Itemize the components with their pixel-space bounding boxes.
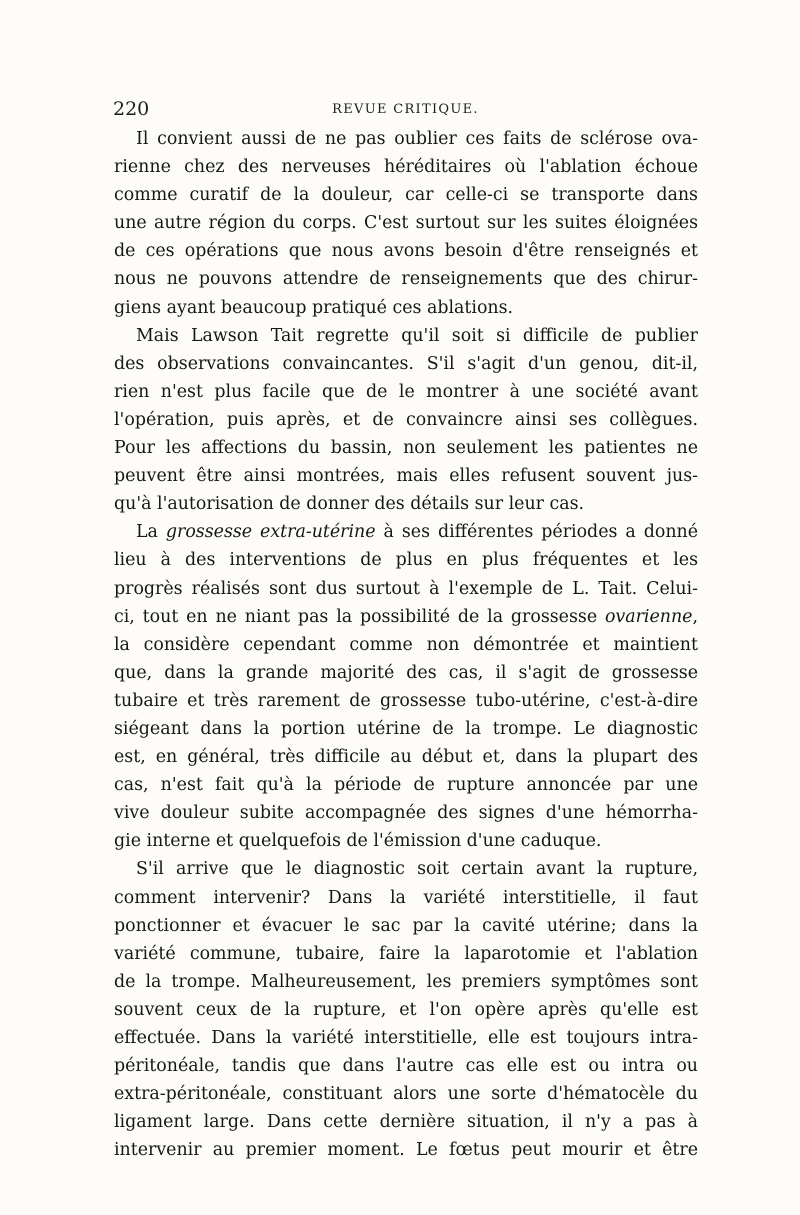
paragraph-2 (114, 322, 698, 519)
italic-term: grossesse extra-utérine (165, 522, 376, 543)
text-line: tubaire et très rarement de grossesse tubo-utérine, c'est-à-dire (114, 690, 698, 711)
text-line: rienne chez des nerveuses héréditaires où l'ablation échoue (114, 157, 698, 178)
text-run: La (136, 522, 166, 543)
text-line: extra-péritonéale, constituant alors une sorte d'hématocèle du (114, 1084, 698, 1105)
text-line: de ces opérations que nous avons besoin d'être renseignés et (114, 241, 698, 262)
text-line: lieu à des interventions de plus en plus fréquentes et les (114, 550, 698, 571)
text-line: péritonéale, tandis que dans l'autre cas elle est ou intra ou (114, 1056, 698, 1077)
text-line: ponctionner et évacuer le sac par la cavité utérine; dans la (114, 915, 698, 936)
text-line: comment intervenir? Dans la variété interstitielle, il faut (114, 887, 698, 908)
text-line: gie interne et quelquefois de l'émission d'une caduque. (114, 831, 602, 852)
text-line: l'opération, puis après, et de convaincre ainsi ses collègues. (114, 409, 698, 430)
text-run: à ses différentes périodes a donné (375, 522, 699, 543)
running-head: REVUE CRITIQUE. (332, 102, 479, 117)
text-line: comme curatif de la douleur, car celle-ci se transporte dans (114, 185, 698, 206)
text-line: de la trompe. Malheureusement, les premiers symptômes sont (114, 971, 698, 992)
page-header (113, 96, 698, 126)
text-line: cas, n'est fait qu'à la période de rupture annoncée par une (114, 775, 698, 796)
paragraph-3 (114, 518, 698, 855)
text-line: qu'à l'autorisation de donner des détails sur leur cas. (114, 494, 585, 515)
italic-term: ovarienne (604, 606, 693, 627)
text-line: Mais Lawson Tait regrette qu'il soit si difficile de publier (136, 325, 698, 346)
text-line: variété commune, tubaire, faire la laparotomie et l'ablation (114, 943, 698, 964)
text-line: Il convient aussi de ne pas oublier ces faits de sclérose ova- (136, 129, 698, 149)
page-number: 220 (113, 98, 150, 120)
text-line: rien n'est plus facile que de le montrer à une société avant (114, 381, 698, 402)
text-line: la considère cependant comme non démontrée et maintient (114, 634, 698, 655)
text-line: ligament large. Dans cette dernière situation, il n'y a pas à (114, 1112, 698, 1133)
text-line: progrès réalisés sont dus surtout à l'exemple de L. Tait. Celui- (114, 578, 698, 599)
text-line: une autre région du corps. C'est surtout sur les suites éloignées (114, 213, 698, 234)
text-line: intervenir au premier moment. Le fœtus peut mourir et être (114, 1140, 698, 1161)
text-line: effectuée. Dans la variété interstitielle, elle est toujours intra- (114, 1028, 698, 1048)
paragraph-4 (114, 855, 698, 1164)
text-line: souvent ceux de la rupture, et l'on opère après qu'elle est (114, 999, 698, 1020)
text-line: nous ne pouvons attendre de renseignements que des chirur- (114, 269, 698, 290)
body-text (114, 125, 698, 1164)
text-line: vive douleur subite accompagnée des signes d'une hémorrha- (114, 803, 698, 824)
text-line: siégeant dans la portion utérine de la trompe. Le diagnostic (114, 718, 698, 739)
text-line: peuvent être ainsi montrées, mais elles refusent souvent jus- (114, 466, 698, 487)
paragraph-1 (114, 125, 698, 322)
text-line (114, 603, 698, 631)
text-line (114, 518, 698, 546)
text-line: est, en général, très difficile au début et, dans la plupart des (114, 747, 698, 768)
text-run: ci, tout en ne niant pas la possibilité de la grossesse (114, 606, 605, 627)
text-line: giens ayant beaucoup pratiqué ces ablations. (114, 297, 514, 318)
text-line: des observations convaincantes. S'il s'agit d'un genou, dit-il, (114, 353, 698, 374)
text-run: , (692, 606, 698, 627)
text-line: S'il arrive que le diagnostic soit certain avant la rupture, (136, 859, 698, 880)
text-line: que, dans la grande majorité des cas, il s'agit de grossesse (114, 662, 698, 683)
text-line: Pour les affections du bassin, non seulement les patientes ne (114, 438, 698, 459)
